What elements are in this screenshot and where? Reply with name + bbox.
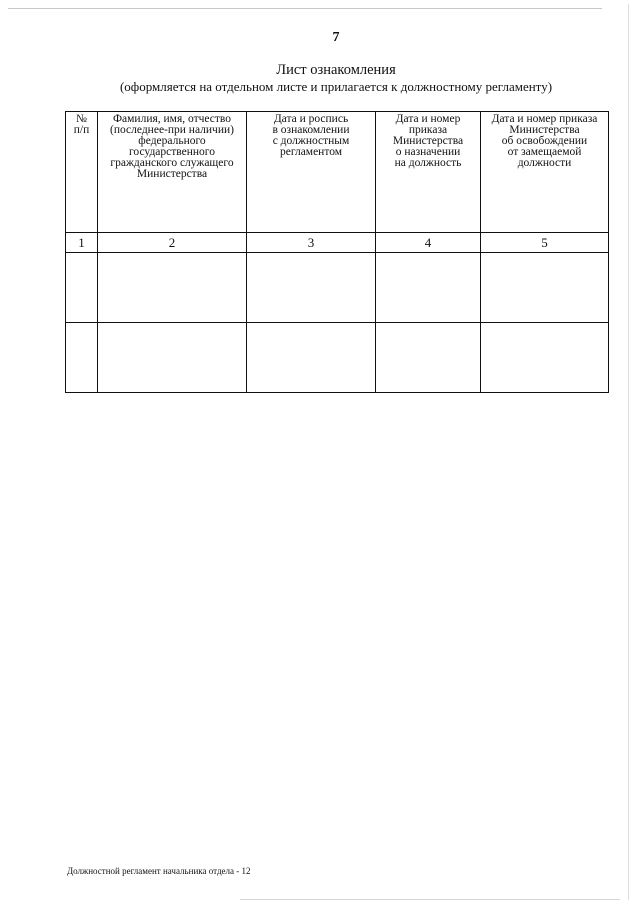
table-cell[interactable] [481,323,609,393]
header-line: гражданского служащего [110,157,234,169]
table-cell[interactable] [247,253,376,323]
footer-note: Должностной регламент начальника отдела - 12 [67,866,251,876]
header-line: Дата и номер [395,113,461,125]
header-line: Министерства [392,135,464,147]
scan-edge-top [8,8,602,9]
header-line: Дата и номер приказа [491,113,598,125]
header-line: с должностным [272,135,350,147]
header-line: (последнее-при наличии) [110,124,234,136]
header-line: № [76,113,87,125]
page-number: 7 [332,30,340,45]
header-line: о назначении [395,146,461,158]
table-cell[interactable] [98,253,247,323]
header-line: на должность [394,157,462,169]
header-line: в ознакомлении [272,124,350,136]
table-cell[interactable] [66,323,98,393]
header-line: регламентом [279,146,343,158]
table-cell[interactable] [376,253,481,323]
header-cell-full-name [98,112,247,233]
table-cell[interactable] [376,323,481,393]
table-cell[interactable] [98,323,247,393]
header-line: Министерства [509,124,580,136]
header-line: федерального [138,135,206,147]
table-cell[interactable] [481,253,609,323]
acknowledgement-table [65,111,609,393]
header-cell-number [66,112,98,233]
table-header-row [66,112,609,233]
header-line: Министерства [136,168,208,180]
header-cell-dismissal-order [481,112,609,233]
header-line: от замещаемой [507,146,582,158]
table-row [66,323,609,393]
column-number: 3 [247,233,376,253]
header-line: должности [517,157,572,169]
header-line: Дата и роспись [273,113,349,125]
document-subtitle: (оформляется на отдельном листе и прилагается к должностному регламенту) [119,79,553,94]
table-cell[interactable] [247,323,376,393]
document-title: Лист ознакомления [276,62,396,78]
table-row [66,253,609,323]
header-line: государственного [129,146,215,158]
header-line: Фамилия, имя, отчество [112,113,232,125]
column-number: 4 [376,233,481,253]
header-line: об освобождении [501,135,588,147]
column-number-row [66,233,609,253]
header-cell-acknowledgement-date [247,112,376,233]
scan-edge-bottom [240,899,620,900]
table-cell[interactable] [66,253,98,323]
header-cell-appointment-order [376,112,481,233]
column-number: 5 [481,233,609,253]
scan-edge-right [628,4,629,900]
column-number: 1 [66,233,98,253]
column-number: 2 [98,233,247,253]
header-line: п/п [73,124,90,136]
header-line: приказа [408,124,448,136]
